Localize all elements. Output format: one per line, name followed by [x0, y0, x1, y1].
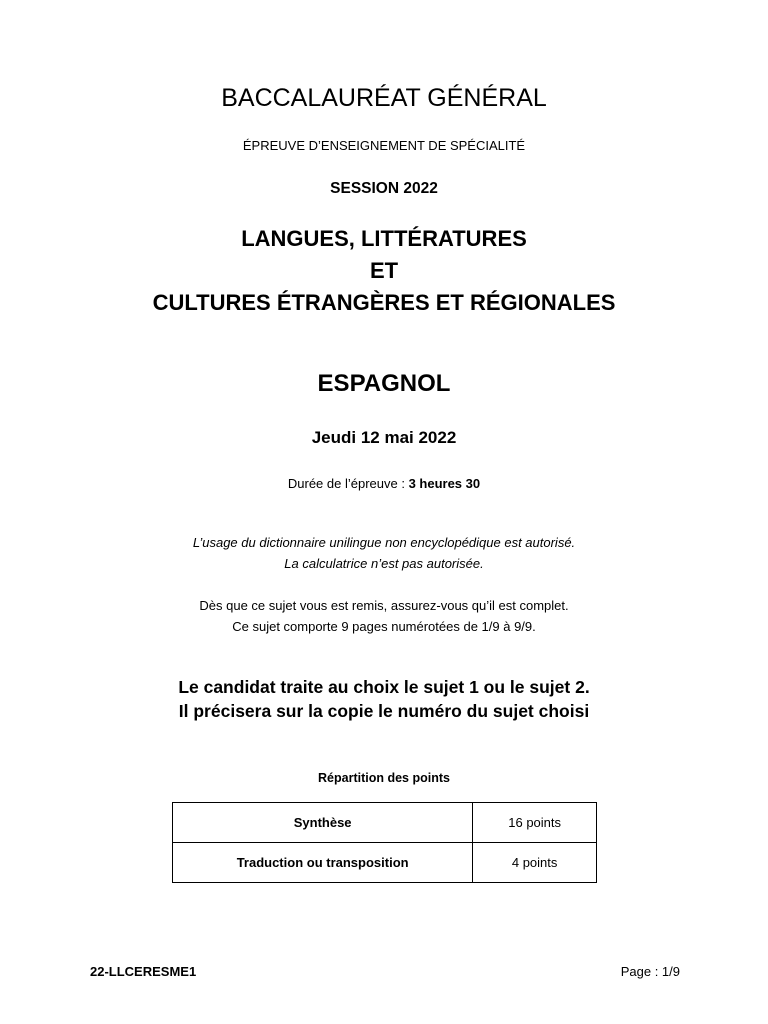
exam-date: Jeudi 12 mai 2022	[311, 428, 457, 447]
points-row-value: 4 points	[473, 843, 597, 883]
completeness-notice	[0, 595, 768, 637]
material-instructions	[0, 532, 768, 574]
exam-duration	[0, 476, 768, 491]
subject-line-2: ET	[369, 258, 399, 283]
footer-exam-code: 22-LLCERESME1	[90, 964, 197, 979]
subject-line-1: LANGUES, LITTÉRATURES	[241, 226, 527, 251]
calculator-rule: La calculatrice n’est pas autorisée.	[284, 556, 484, 571]
duration-value: 3 heures 30	[408, 476, 481, 491]
check-line-1: Dès que ce sujet vous est remis, assurez-vous qu’il est complet.	[199, 598, 569, 613]
dictionary-rule: L’usage du dictionnaire unilingue non encyclopédique est autorisé.	[192, 535, 576, 550]
table-row	[173, 843, 597, 883]
language-title: ESPAGNOL	[317, 370, 451, 397]
subject-heading	[0, 223, 768, 319]
points-row-label: Synthèse	[173, 803, 473, 843]
duration-label: Durée de l’épreuve :	[287, 476, 409, 491]
table-row	[173, 803, 597, 843]
check-line-2: Ce sujet comporte 9 pages numérotées de 1/9 à 9/9.	[232, 619, 536, 634]
footer-page-number: Page : 1/9	[620, 964, 680, 979]
points-table	[172, 802, 597, 883]
exam-title: BACCALAURÉAT GÉNÉRAL	[221, 84, 547, 112]
subject-line-3: CULTURES ÉTRANGÈRES ET RÉGIONALES	[152, 290, 616, 315]
choice-line-1: Le candidat traite au choix le sujet 1 ou le sujet 2.	[178, 677, 590, 697]
points-heading: Répartition des points	[318, 771, 450, 785]
points-row-value: 16 points	[473, 803, 597, 843]
session-label: SESSION 2022	[330, 180, 438, 197]
choice-line-2: Il précisera sur la copie le numéro du sujet choisi	[178, 701, 590, 721]
points-row-label: Traduction ou transposition	[173, 843, 473, 883]
subject-choice-notice	[0, 675, 768, 723]
exam-type: ÉPREUVE D’ENSEIGNEMENT DE SPÉCIALITÉ	[242, 138, 526, 153]
